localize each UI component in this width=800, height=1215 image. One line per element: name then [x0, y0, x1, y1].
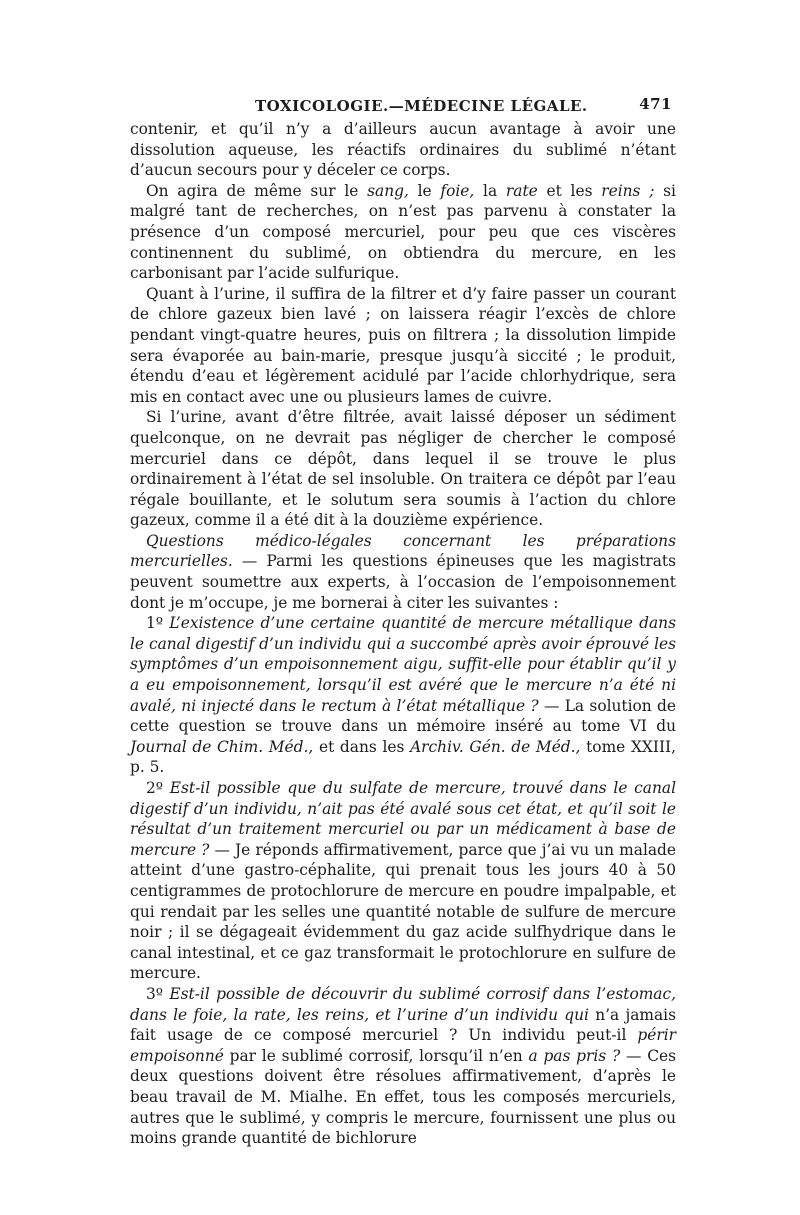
text-run: si malgré tant de recherches, on n’est pas parvenu à constater la présence d’un composé mercuriel, pour peu que ces viscères continennent du sublimé, on obtiendra du mercure, en les carbonisant par l’acide sulfurique.	[130, 181, 676, 283]
paragraph-question-1	[130, 613, 676, 778]
question-text: Est-il possible que du sulfate de mercure, trouvé dans le canal digestif d’un individu, n’ait pas été avalé sous cet état, et qu’il soit le résultat d’un traitement mercuriel ou par un médicament à base de mercure ?	[130, 779, 676, 859]
paragraph-continuation	[130, 119, 676, 181]
body-text	[130, 119, 676, 1149]
text-run: et les	[537, 181, 602, 200]
text-run: — Parmi les questions épineuses que les magistrats peuvent soumettre aux experts, à l’occasion de l’empoisonnement dont je m’occupe, je me bornerai à citer les suivantes :	[130, 552, 676, 612]
journal-title: Journal de Chim. Méd.,	[130, 737, 314, 756]
text-run: Si l’urine, avant d’être filtrée, avait laissé déposer un sédiment quelconque, on ne devrait pas négliger de chercher le composé mercuriel dans ce dépôt, dans lequel il se trouve le plus ordinairement à l’état de sel insoluble. On traitera ce dépôt par l’eau régale bouillante, et le solutum sera soumis à l’action du chlore gazeux, comme il a été dit à la douzième expérience.	[130, 408, 676, 530]
text-run: n’a jamais fait usage de ce composé mercuriel ? Un individu peut-il	[130, 1005, 676, 1045]
text-run: contenir, et qu’il n’y a d’ailleurs aucun avantage à avoir une dissolution aqueuse, les réactifs ordinaires du sublimé n’étant d’aucun secours pour y déceler ce corps.	[130, 120, 676, 180]
section-heading: Questions médico-légales concernant les préparations mercurielles.	[130, 531, 676, 571]
italic-run: reins ;	[601, 181, 655, 200]
running-title: TOXICOLOGIE.—MÉDECINE LÉGALE.	[255, 97, 588, 115]
text-run: — Ces deux questions doivent être résolues affirmativement, d’après le beau travail de M. Mialhe. En effet, tous les composés mercuriels, autres que le sublimé, y compris le mercure, fournissent une plus ou moins grande quantité de bichlorure	[130, 1046, 676, 1148]
paragraph-urine	[130, 284, 676, 408]
italic-run: foie,	[440, 181, 475, 200]
text-run: le	[408, 181, 441, 200]
page-number: 471	[639, 95, 672, 113]
text-run: — Je réponds affirmativement, parce que j’ai vu un malade atteint d’une gastro-céphalite, qui prenait tous les jours 40 à 50 centigrammes de protochlorure de mercure en poudre impalpable, et qui rendait par les selles une quantité notable de sulfure de mercure noir ; il se dégageait évidemment du gaz acide sulfhydrique dans le canal intestinal, et ce gaz transformait le protochlorure en sulfure de mercure.	[130, 840, 676, 983]
text-run: On agira de même sur le	[146, 181, 368, 200]
paragraph-organs	[130, 181, 676, 284]
running-head	[130, 95, 676, 119]
text-run: la	[474, 181, 506, 200]
question-text: L’existence d’une certaine quantité de mercure métallique dans le canal digestif d’un individu qui a succombé après avoir éprouvé les symptômes d’un empoisonnement aigu, suffit-elle pour établir qu’il y a eu empoisonnement, lorsqu’il est avéré que le mercure n’a été ni avalé, ni injecté dans le rectum à l’état métallique ?	[130, 614, 676, 715]
italic-run: rate	[505, 181, 538, 200]
journal-title: Archiv. Gén. de Méd.,	[410, 737, 581, 756]
question-number: 3º	[146, 984, 170, 1003]
text-run: et dans les	[313, 737, 411, 756]
paragraph-sediment	[130, 407, 676, 531]
paragraph-question-3	[130, 984, 676, 1149]
text-run: — La solution de cette question se trouve dans un mémoire inséré au tome VI du	[130, 696, 676, 736]
paragraph-questions-intro	[130, 531, 676, 613]
book-page	[130, 95, 676, 1149]
text-run: Quant à l’urine, il suffira de la filtrer et d’y faire passer un courant de chlore gazeux bien lavé ; on laissera réagir l’excès de chlore pendant vingt-quatre heures, puis on filtrera ; la dissolution limpide sera évaporée au bain-marie, presque jusqu’à siccité ; le produit, étendu d’eau et légèrement acidulé par l’acide chlorhydrique, sera mis en contact avec une ou plusieurs lames de cuivre.	[130, 284, 676, 406]
text-run: tome XXIII, p. 5.	[130, 737, 676, 777]
text-run: par le sublimé corrosif, lorsqu’il n’en	[223, 1046, 529, 1065]
italic-run: sang,	[367, 181, 409, 200]
italic-run: a pas pris ?	[528, 1046, 621, 1065]
paragraph-question-2	[130, 778, 676, 984]
question-number: 2º	[146, 779, 170, 797]
question-text: Est-il possible de découvrir du sublimé corrosif dans l’estomac, dans le foie, la rate, les reins, et l’urine d’un individu qui	[130, 984, 676, 1024]
question-number: 1º	[146, 614, 170, 633]
italic-run: périr empoisonné	[130, 1026, 676, 1065]
